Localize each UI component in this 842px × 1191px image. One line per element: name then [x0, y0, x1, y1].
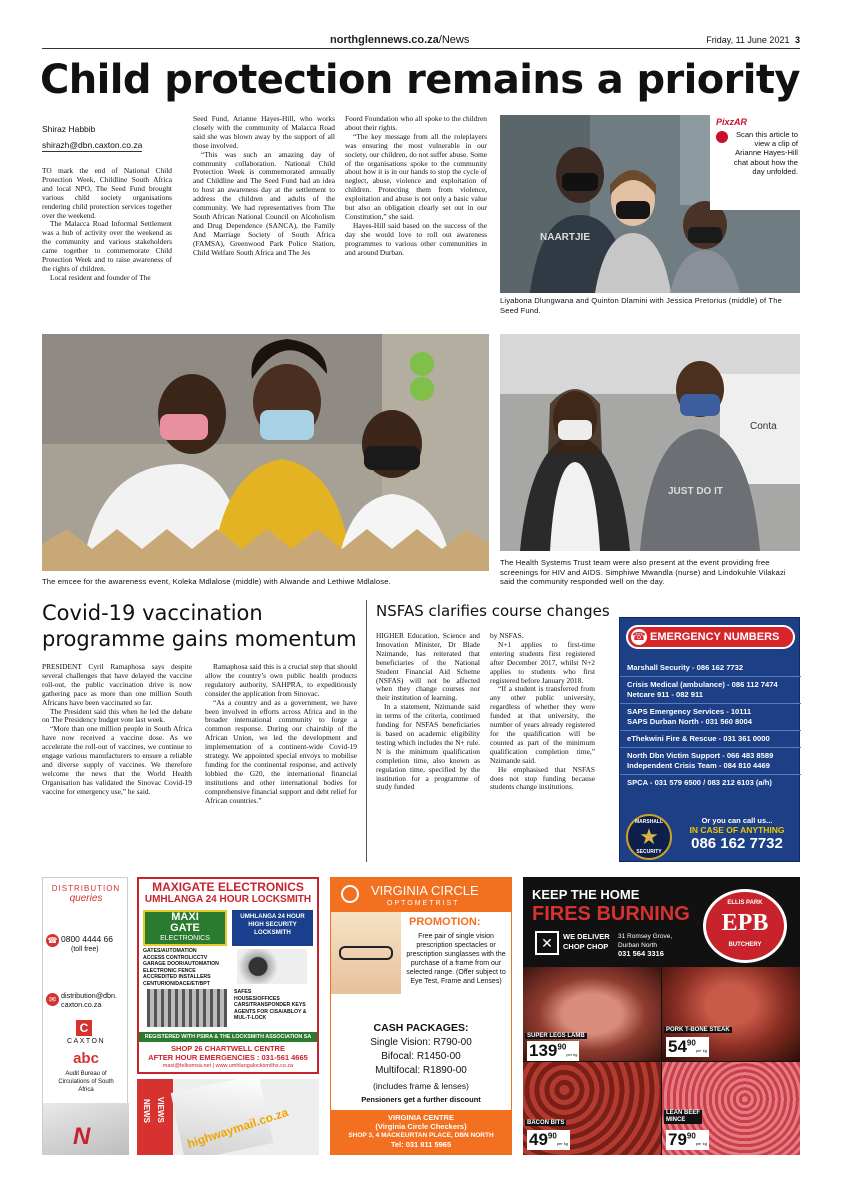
- service-item: CARS/TRANSPONDER KEYS: [234, 1002, 306, 1008]
- caption-photo-3: The Health Systems Trust team were also present at the event providing free screenings for HIV and AIDS. Simphiwe Mwandla (nurse) and Lindokuhle Vilakazi said the community responded well on the day.: [500, 558, 786, 587]
- masthead-date: [706, 35, 800, 45]
- meat-tile-bacon: [523, 1062, 661, 1155]
- covid-paragraph: “As a country and as a government, we have been involved in efforts across Africa and in the broader international community to forge a common response. During our chairship of the African Union, we led the development and implementation of a continent-wide Covid-19 strategy. We appointed special envoys to mobilise funding for the continental response, and actively lobbied the G20, the international financial institutions and other international bodies for comprehensive financial support and debt relief for African countries.”: [205, 697, 357, 805]
- lead-column-1: [42, 167, 172, 283]
- maxigate-ad: [137, 877, 319, 1074]
- site-name: northglennews.co.za: [330, 34, 439, 46]
- covid-paragraph: PRESIDENT Cyril Ramaphosa says despite several challenges that have delayed the vaccine roll-out, the public vaccination drive is now gathering pace as more than one million South Africans have been vaccinated so far.: [42, 662, 192, 707]
- price-rand: 139: [529, 1041, 558, 1060]
- meat-name: BACON BITS: [527, 1120, 565, 1126]
- model-photo: [331, 912, 401, 994]
- centre-name: VIRGINIA CENTRE: [388, 1113, 454, 1122]
- price-cents: 90: [557, 1042, 567, 1052]
- covid-column-1: [42, 663, 192, 797]
- virginia-ad: [330, 877, 512, 1155]
- pixzar-logo: PixzAR: [716, 117, 748, 127]
- call-case: IN CASE OF ANYTHING: [689, 825, 785, 835]
- service-item: HOUSES/OFFICES: [234, 995, 280, 1002]
- maxigate-shop: SHOP 26 CHARTWELL CENTRE: [171, 1044, 285, 1053]
- deliver-line-1: WE DELIVER: [563, 932, 610, 941]
- covid-headline-line-2: programme gains momentum: [42, 627, 357, 651]
- service-item: GARAGE DOOR/AUTOMATION: [143, 961, 219, 967]
- gate-image: [147, 989, 227, 1027]
- maxigate-logo: [143, 910, 227, 946]
- section-name: /News: [438, 34, 470, 46]
- distribution-title: [43, 884, 129, 904]
- nsfas-headline: NSFAS clarifies course changes: [376, 602, 610, 620]
- maxigate-web[interactable]: maxi@telkomsa.net | www.umhlangalocksmiths.co.za: [162, 1063, 294, 1069]
- deliver-line-2: CHOP CHOP: [563, 942, 609, 951]
- locksmith-title: UMHLANGA 24 HOUR HIGH SECURITY LOCKSMITH: [232, 910, 313, 946]
- virginia-footer: [331, 1110, 511, 1154]
- meat-tile-pork: [662, 967, 800, 1061]
- package-item: Single Vision: R790-00: [370, 1037, 472, 1048]
- emergency-row[interactable]: [620, 660, 801, 677]
- byline: [42, 124, 157, 153]
- lead-paragraph: Local resident and founder of The: [50, 272, 151, 282]
- photo-emcee: [42, 334, 489, 571]
- emergency-line: North Dbn Victim Support - 066 483 8589: [627, 751, 774, 760]
- nsfas-paragraph: by NSFAS.: [490, 631, 524, 640]
- abc-logo: abc: [73, 1050, 99, 1067]
- caxton-label: CAXTON: [66, 1038, 106, 1045]
- svg-text:Conta: Conta: [750, 421, 777, 432]
- price-unit: per kg: [566, 1052, 578, 1057]
- pixzar-box[interactable]: [710, 115, 800, 210]
- phone-icon: ☎: [632, 631, 646, 643]
- nsfas-column-2: [490, 632, 595, 792]
- distribution-email[interactable]: [61, 991, 117, 1009]
- packages-list: [331, 1036, 511, 1078]
- price-rand: 54: [668, 1037, 687, 1056]
- emergency-line: eThekwini Fire & Rescue - 031 361 0000: [627, 734, 770, 743]
- emergency-row[interactable]: [620, 775, 801, 791]
- caption-photo-2: The emcee for the awareness event, Koleka Mdlalose (middle) with Alwande and Lethiwe Mdlalose.: [42, 577, 391, 586]
- lead-paragraph: Hayes-Hill said based on the success of the day she would love to roll out awareness programmes to various other communities in and around Durban.: [345, 220, 487, 257]
- byline-name: Shiraz Habbib: [42, 124, 96, 134]
- delivery-icon: ✕: [535, 931, 559, 955]
- lead-paragraph: TO mark the end of National Child Protection Week, Childline South Africa and local NPO, The Seed Fund brought various child society organisations rendering child protection services together over the weekend.: [42, 166, 172, 220]
- caption-photo-1: Liyabona Dlungwana and Quinton Dlamini with Jessica Pretorius (middle) of The Seed Fund.: [500, 296, 782, 315]
- distribution-phone[interactable]: 0800 4444 66: [61, 934, 113, 944]
- issue-date: Friday, 11 June 2021: [706, 35, 790, 45]
- lead-paragraph: “The key message from all the roleplayers was ensuring the most vulnerable in our society, our children, do not suffer abuse. Some of the organisations spoke to the community about how it is in our hands to stop the cycle of neglect, abuse, violence and exploitation of children. Protecting them from violence, exploitation and abuse is not only a basic value but also an obligation clearly set out in our Constitution,” she said.: [345, 131, 487, 221]
- butchery-address: [618, 933, 672, 959]
- price-unit: per kg: [695, 1141, 707, 1146]
- emergency-row[interactable]: [620, 677, 801, 704]
- lead-paragraph: Foord Foundation who all spoke to the children about their rights.: [345, 114, 487, 132]
- maxigate-left-list: [143, 948, 229, 987]
- lead-column-3: [345, 115, 487, 258]
- price-tag: [666, 1130, 709, 1150]
- badge-bottom: SECURITY: [636, 849, 662, 855]
- covid-paragraph: Ramaphosa said this is a crucial step that should allow the country’s own public health products regulatory authority, SAHPRA, to expeditiously consider the application from Sinovac.: [205, 662, 357, 698]
- price-unit: per kg: [556, 1141, 568, 1146]
- emergency-line: SAPS Emergency Services - 10111: [627, 707, 752, 716]
- includes-note: (includes frame & lenses): [373, 1081, 469, 1091]
- badge-top: MARSHALL: [634, 819, 664, 825]
- email-line-2: caxton.co.za: [61, 1000, 102, 1009]
- package-item: Bifocal: R1450-00: [381, 1051, 461, 1062]
- meat-name-wrap: [664, 1110, 702, 1124]
- covid-headline-line-1: Covid-19 vaccination: [42, 601, 263, 625]
- covid-paragraph: “More than one million people in South Africa have now received a vaccine dose. As we accelerate the roll-out of vaccines, we continue to engage various manufacturers to ensure a reliable and diverse supply of vaccines. We therefore welcome the news that the World Health Organisation has validated the Sinovac Covid-19 vaccine for emergency use,” he said.: [42, 724, 192, 796]
- nsfas-paragraph: He emphasised that NSFAS does not stop funding because students change institutions.: [490, 764, 595, 792]
- virginia-header: [331, 878, 511, 912]
- nsfas-paragraph: In a statement, Nzimande said in terms of the criteria, continued funding for NSFAS beneficiaries is based on academic eligibility testing which includes the N+ rule. N is the minimum qualification completion time, also known as regulation time, specified by the institution for a programme of study funded: [376, 702, 480, 792]
- nsfas-paragraph: HIGHER Education, Science and Innovation Minister, Dr Blade Nzimande, has reiterated that beneficiaries of the National Student Financial Aid Scheme (NSFAS) will not be affected when they change courses nor their institution of learning.: [376, 631, 480, 703]
- butchery-headline-2: FIRES BURNING: [532, 903, 690, 925]
- package-item: Multifocal: R1890-00: [375, 1065, 467, 1076]
- service-item: ACCREDITED INSTALLERS: [143, 974, 211, 980]
- email-line-1: distribution@dbn.: [61, 991, 118, 1000]
- glasses-icon: [339, 946, 393, 960]
- svg-text:JUST DO IT: JUST DO IT: [668, 486, 724, 497]
- distribution-title-1: DISTRIBUTION: [51, 884, 121, 893]
- locksmith-list: [234, 989, 314, 1022]
- price-tag: [666, 1037, 709, 1057]
- nsfas-paragraph: N+1 applies to first-time entering students first registered after December 2017, whilst N+2 applies to students who first registered before January 2018.: [490, 639, 595, 685]
- emergency-row[interactable]: [620, 704, 801, 731]
- meat-name: PORK T-BONE STEAK: [666, 1027, 730, 1033]
- masthead-site: [330, 34, 469, 46]
- centre-address: SHOP 3, 4 MACKEURTAN PLACE, DBN NORTH: [348, 1132, 494, 1139]
- butchery-ad: [523, 877, 800, 1155]
- lead-paragraph: “This was such an amazing day of community collaboration. National Child Protection Week is commemorated annually and Childline and The Seed Fund had an idea to host an awareness day at the settlement to address the children and adults of the community. We had representatives from The South African National Council on Alcoholism and Drug Dependence (SANCA), the Family And Marriage Society of South Africa (FAMSA), Greenwood Park Police Station, Child Welfare South Africa and The Jes: [193, 149, 335, 257]
- star-icon: ★: [639, 824, 659, 849]
- photo-health-illustration: [500, 334, 800, 551]
- price-rand: 79: [668, 1130, 687, 1149]
- call-us: [676, 816, 798, 852]
- meat-tile-mince: [662, 1062, 800, 1155]
- service-item: ELECTRONIC FENCE: [143, 967, 196, 974]
- centre-note: (Virginia Circle Checkers): [375, 1122, 467, 1131]
- lead-column-2: [193, 115, 335, 258]
- pixzar-text: Scan this article to view a clip of Arianne Hayes-Hill chat about how the day unfolded.: [733, 130, 798, 176]
- virginia-sub: OPTOMETRIST: [387, 900, 460, 907]
- logo-line-3: ELECTRONICS: [160, 935, 210, 942]
- emergency-line: SPCA - 031 579 6500 / 083 212 6103 (a/h): [627, 778, 772, 787]
- pixzar-icon: [716, 131, 728, 143]
- call-pre: Or you can call us...: [701, 816, 773, 825]
- emergency-line: Netcare 911 - 082 911: [627, 690, 703, 699]
- virginia-brand: VIRGINIA CIRCLE: [371, 883, 479, 898]
- maxigate-after: AFTER HOUR EMERGENCIES : 031-561 4665: [148, 1053, 308, 1062]
- price-tag: [527, 1130, 570, 1150]
- maxigate-reg: REGISTERED WITH PSIRA & THE LOCKSMITH ASSOCIATION SA: [139, 1032, 317, 1042]
- butchery-headline-1: KEEP THE HOME: [532, 887, 640, 902]
- eye-icon: [341, 885, 359, 903]
- deliver-label: [563, 932, 610, 952]
- logo-line-2: GATE: [170, 922, 200, 934]
- price-cents: 90: [547, 1131, 557, 1141]
- promo-text: Free pair of single vision prescription spectacles or prescription sunglasses with the purchase of a frame from our selected range. (Offer subject to Eye Test, Frame and Lenses): [406, 933, 506, 985]
- photo-emcee-illustration: [42, 334, 489, 571]
- covid-headline: [42, 600, 362, 652]
- covid-column-2: [205, 663, 357, 806]
- distribution-title-2: queries: [69, 893, 103, 904]
- emergency-line: Marshall Security - 086 162 7732: [627, 663, 744, 672]
- price-cents: 90: [686, 1131, 696, 1141]
- butchery-phone[interactable]: 031 564 3316: [618, 949, 664, 958]
- caxton-logo: C: [76, 1020, 92, 1036]
- news-views-ad: [137, 1079, 319, 1155]
- emergency-line: SAPS Durban North - 031 560 8004: [627, 717, 752, 726]
- price-cents: 90: [686, 1038, 696, 1048]
- covid-paragraph: The President said this when he led the debate on The Presidency budget vote last week.: [42, 706, 192, 725]
- byline-email[interactable]: shirazh@dbn.caxton.co.za: [42, 140, 143, 150]
- keys-image: [237, 949, 307, 984]
- meat-name: LEAN BEEF MINCE: [666, 1110, 701, 1123]
- lead-headline: Child protection remains a priority: [40, 57, 800, 103]
- photo-health-team: [500, 334, 800, 551]
- lead-paragraph: The Malacca Road Informal Settlement was a hub of activity over the weekend as the community and various stakeholders came together to commemorate Child Protection Week and to raise awareness of the rights of children.: [42, 219, 172, 273]
- maxigate-subtitle: UMHLANGA 24 HOUR LOCKSMITH: [144, 894, 312, 905]
- address-line-2: Durban North: [618, 941, 658, 949]
- maxigate-title: MAXIGATE ELECTRONICS: [152, 880, 304, 894]
- logo-line-1: MAXI: [171, 911, 199, 923]
- service-item: ACCESS CONTROL/CCTV: [143, 954, 208, 961]
- price-tag: [527, 1041, 579, 1061]
- nsfas-column-1: [376, 632, 480, 792]
- lead-paragraph: Seed Fund, Arianne Hayes-Hill, who works closely with the community of Malacca Road said she was blown away by the support of all those involved.: [193, 114, 335, 150]
- meat-name: SUPER LEGS LAMB: [527, 1033, 585, 1039]
- page-number: 3: [794, 35, 800, 45]
- newspaper-graphic: N: [43, 1103, 129, 1155]
- logo-bottom: BUTCHERY: [728, 942, 762, 948]
- news-label: NEWS: [142, 1099, 151, 1123]
- service-item: GATES/AUTOMATION: [143, 948, 197, 954]
- abc-text: Audit Bureau of Circulations of South Africa: [58, 1071, 114, 1093]
- service-item: SAFES: [234, 989, 252, 995]
- svg-text:NAARTJIE: NAARTJIE: [540, 232, 591, 243]
- masthead: [42, 33, 800, 49]
- emergency-list: [620, 660, 801, 791]
- emergency-title: EMERGENCY NUMBERS: [650, 631, 780, 643]
- price-unit: per kg: [695, 1048, 707, 1053]
- emergency-title-pill: [626, 625, 795, 649]
- photo-children-with-masks: [500, 115, 800, 293]
- mail-icon: ✉: [46, 993, 59, 1006]
- service-item: CENTURION/DACE/ET/BPT: [143, 980, 210, 987]
- pensioners-note: Pensioners get a further discount: [361, 1095, 481, 1104]
- epb-logo: [703, 889, 787, 963]
- emergency-numbers-box: [619, 617, 800, 862]
- nsfas-paragraph: “If a student is transferred from any other public university, regardless of whether they were funded at that university, the number of years already registered for the qualification will be counted as part of the minimum qualification completion time,” Nzimande said.: [490, 684, 595, 765]
- views-label: VIEWS: [156, 1097, 165, 1123]
- centre-phone[interactable]: Tel: 031 811 5965: [390, 1140, 452, 1149]
- address-line-1: 31 Romsey Grove,: [618, 933, 673, 940]
- emergency-row[interactable]: [620, 748, 801, 775]
- meat-tile-lamb: [523, 967, 661, 1061]
- column-divider: [366, 600, 367, 862]
- emergency-line: Crisis Medical (ambulance) - 086 112 7474: [627, 680, 778, 689]
- service-item: AGENTS FOR CISA/ABLOY & MUL-T-LOCK: [234, 1008, 307, 1021]
- logo-top: ELLIS PARK: [727, 900, 763, 906]
- phone-icon: ☎: [47, 936, 58, 945]
- news-url[interactable]: highwaymail.co.za: [185, 1105, 290, 1151]
- distribution-phone-note: (toll free): [71, 946, 99, 953]
- promo-title: PROMOTION:: [409, 916, 481, 928]
- marshall-badge: [626, 814, 672, 860]
- emergency-row[interactable]: [620, 731, 801, 748]
- price-rand: 49: [529, 1130, 548, 1149]
- logo-text: EPB: [721, 910, 769, 936]
- call-number[interactable]: 086 162 7732: [691, 835, 783, 852]
- emergency-line: Independent Crisis Team - 084 810 4469: [627, 761, 770, 770]
- cash-title: CASH PACKAGES:: [373, 1022, 469, 1034]
- distribution-ad: [42, 877, 128, 1155]
